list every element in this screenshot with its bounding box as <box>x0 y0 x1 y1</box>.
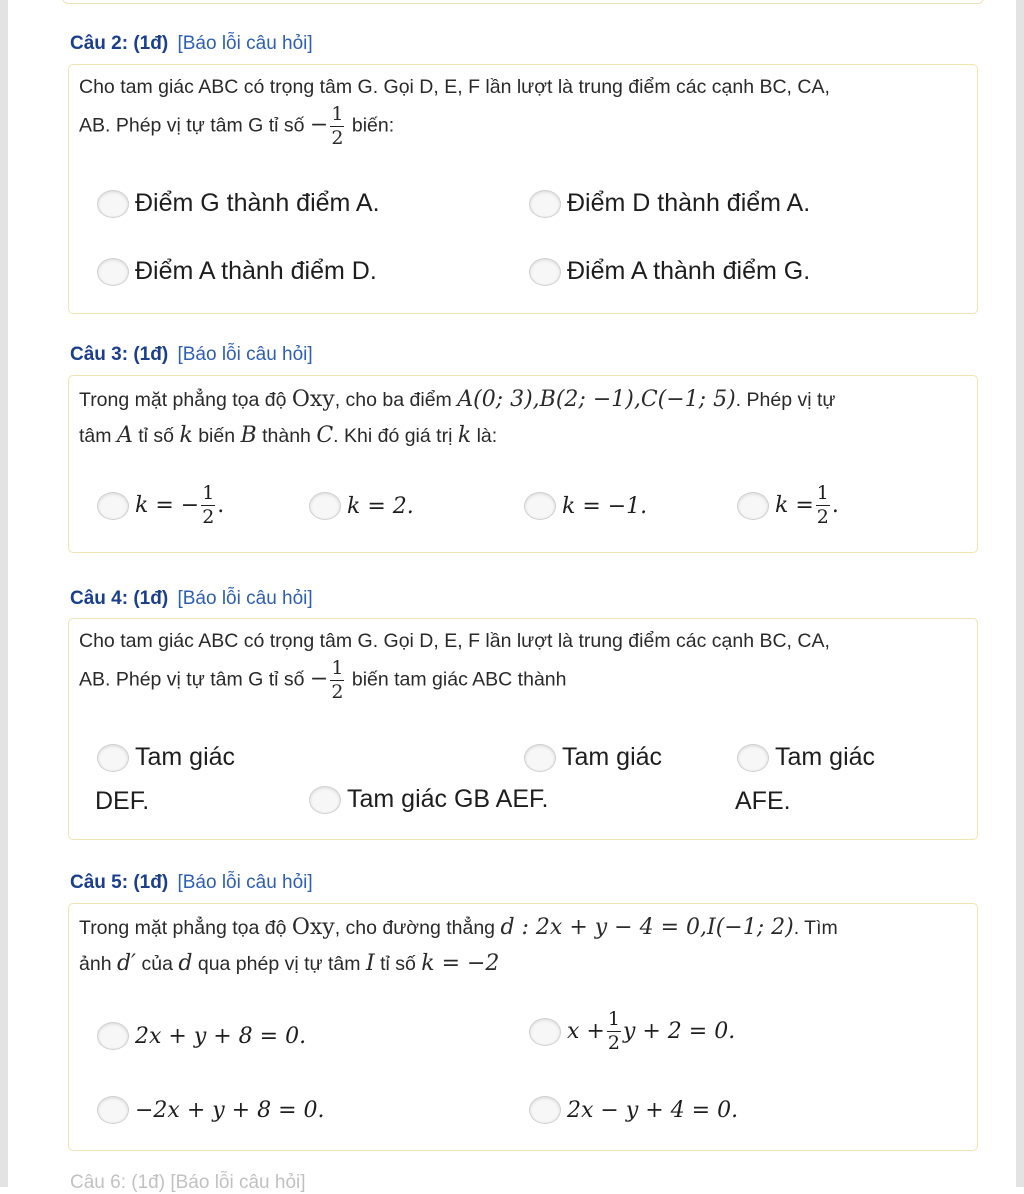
answer-option[interactable]: k = 2. <box>309 492 414 520</box>
left-edge <box>0 0 8 1187</box>
stem-line: Trong mặt phẳng tọa độ Oxy, cho đường thẳng d : 2x + y − 4 = 0,I(−1; 2). Tìm <box>79 915 838 940</box>
stem-line: Cho tam giác ABC có trọng tâm G. Gọi D, E, F lần lượt là trung điểm các cạnh BC, CA, <box>79 76 830 98</box>
radio-button[interactable] <box>529 190 561 218</box>
question-stem <box>79 623 957 702</box>
answer-option-wrap: AFE. <box>735 787 791 815</box>
answer-option[interactable]: Tam giác <box>737 743 875 772</box>
stem-line: AB. Phép vị tự tâm G tỉ số − $\frac{1}{2}$ biến: <box>79 103 395 149</box>
question-number: Câu 4: (1đ) <box>70 588 169 609</box>
answer-option[interactable]: Tam giác <box>524 743 662 772</box>
question-4-header <box>70 588 313 610</box>
question-number: Câu 2: (1đ) <box>70 33 169 54</box>
fraction: $\frac{1}{2}$ <box>331 103 344 149</box>
radio-button[interactable] <box>737 492 769 520</box>
question-5-header <box>70 872 313 894</box>
question-stem <box>79 69 957 148</box>
report-error-link[interactable]: [Báo lỗi câu hỏi] <box>177 872 313 893</box>
question-2-card <box>68 64 978 314</box>
question-number: Câu 5: (1đ) <box>70 872 169 893</box>
radio-button[interactable] <box>309 786 341 814</box>
question-3-header <box>70 344 313 366</box>
answer-option[interactable]: 2x + y + 8 = 0. <box>97 1022 306 1050</box>
radio-button[interactable] <box>737 744 769 772</box>
previous-question-box <box>62 0 984 4</box>
question-5-card <box>68 903 978 1151</box>
report-error-link[interactable]: [Báo lỗi câu hỏi] <box>177 33 313 54</box>
right-edge <box>1016 0 1024 1187</box>
radio-button[interactable] <box>524 492 556 520</box>
radio-button[interactable] <box>97 744 129 772</box>
fraction: $\frac{1}{2}$ <box>202 482 215 528</box>
fraction: $\frac{1}{2}$ <box>331 657 344 703</box>
radio-button[interactable] <box>97 1022 129 1050</box>
answer-option[interactable]: x + $\frac{1}{2}$ y + 2 = 0. <box>529 1010 735 1053</box>
question-4-card <box>68 618 978 840</box>
answer-option[interactable]: k = −1. <box>524 492 647 520</box>
question-3-card <box>68 375 978 553</box>
radio-button[interactable] <box>97 190 129 218</box>
question-stem <box>79 382 957 454</box>
answer-option[interactable]: k = $\frac{1}{2}$ . <box>737 484 839 527</box>
fraction: $\frac{1}{2}$ <box>816 482 829 528</box>
question-stem <box>79 910 957 982</box>
fraction: $\frac{1}{2}$ <box>607 1008 620 1054</box>
radio-button[interactable] <box>529 1096 561 1124</box>
answer-option-wrap: DEF. <box>95 787 150 815</box>
report-error-link[interactable]: [Báo lỗi câu hỏi] <box>177 344 313 365</box>
answer-option[interactable]: Điểm A thành điểm G. <box>529 257 810 286</box>
question-6-header <box>70 1172 306 1194</box>
report-error-link[interactable]: [Báo lỗi câu hỏi] <box>177 588 313 609</box>
stem-line: AB. Phép vị tự tâm G tỉ số − $\frac{1}{2}$ biến tam giác ABC thành <box>79 657 567 703</box>
answer-option[interactable]: Điểm D thành điểm A. <box>529 189 810 218</box>
answer-option[interactable]: Điểm G thành điểm A. <box>97 189 380 218</box>
answer-option[interactable]: k = − $\frac{1}{2}$ . <box>97 484 224 527</box>
answer-option[interactable]: Tam giác <box>97 743 235 772</box>
question-number: Câu 3: (1đ) <box>70 344 169 365</box>
radio-button[interactable] <box>97 492 129 520</box>
answer-option[interactable]: Tam giác GB AEF. <box>309 785 548 814</box>
question-number: Câu 6: (1đ) <box>70 1172 166 1193</box>
stem-line: tâm A tỉ số k biến B thành C. Khi đó giá trị k là: <box>79 423 498 448</box>
radio-button[interactable] <box>529 1018 561 1046</box>
question-2-header <box>70 33 313 55</box>
report-error-link[interactable]: [Báo lỗi câu hỏi] <box>170 1172 306 1193</box>
radio-button[interactable] <box>529 258 561 286</box>
answer-option[interactable]: Điểm A thành điểm D. <box>97 257 377 286</box>
radio-button[interactable] <box>309 492 341 520</box>
radio-button[interactable] <box>97 1096 129 1124</box>
stem-line: ảnh d′ của d qua phép vị tự tâm I tỉ số k = −2 <box>79 951 500 976</box>
answer-option[interactable]: 2x − y + 4 = 0. <box>529 1096 738 1124</box>
radio-button[interactable] <box>97 258 129 286</box>
stem-line: Trong mặt phẳng tọa độ Oxy, cho ba điểm A(0; 3),B(2; −1),C(−1; 5). Phép vị tự <box>79 387 836 412</box>
radio-button[interactable] <box>524 744 556 772</box>
stem-line: Cho tam giác ABC có trọng tâm G. Gọi D, E, F lần lượt là trung điểm các cạnh BC, CA, <box>79 630 830 652</box>
answer-option[interactable]: −2x + y + 8 = 0. <box>97 1096 325 1124</box>
